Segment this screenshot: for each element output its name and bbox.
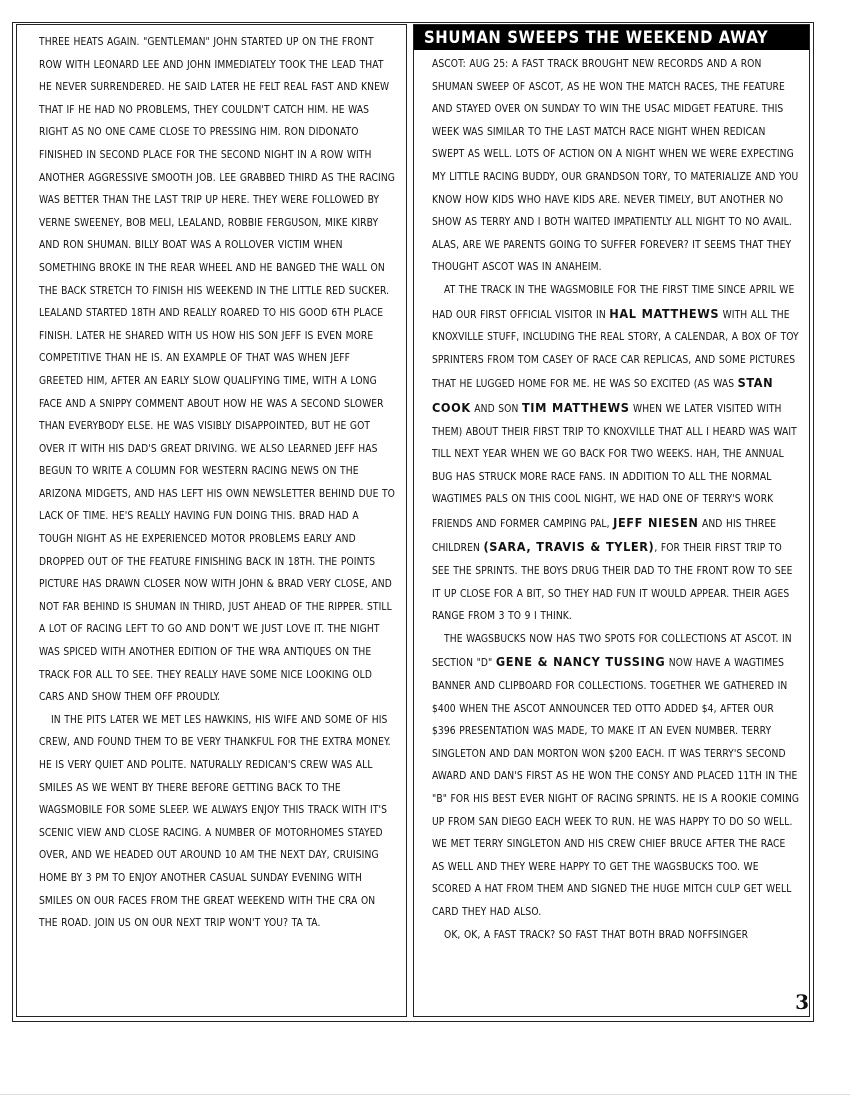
text-run: WHEN WE LATER VISITED WITH THEM) ABOUT THEIR FIRST TRIP TO KNOXVILLE THAT ALL I HEARD WAS WAIT TILL NEXT YEAR WHEN WE GO BACK FOR TWO WEEKS. HAH, THE ANNUAL BUG HAS STRUCK MORE RACE FANS. IN ADDITION TO ALL THE NORMAL WAGTIMES PALS ON THIS COOL NIGHT, WE HAD ONE OF TERRY'S WORK FRIENDS AND FORMER CAMPING PAL, bbox=[432, 403, 797, 530]
text-run: WITH ALL THE KNOXVILLE STUFF, INCLUDING THE REAL STORY, A CALENDAR, A BOX OF TOY SPRINTERS FROM TOM CASEY OF RACE CAR REPLICAS, AND SOME PICTURES THAT HE LUGGED HOME FOR ME. HE WAS SO EXCITED (AS WAS bbox=[432, 309, 799, 391]
right-paragraph-3 bbox=[432, 629, 801, 925]
name-jeff-niesen: JEFF NIESEN bbox=[613, 514, 699, 530]
name-stan-cook: STAN COOK bbox=[432, 375, 774, 415]
name-hal-matthews: HAL MATTHEWS bbox=[609, 305, 720, 321]
right-column bbox=[413, 24, 810, 1017]
scan-edge-line bbox=[0, 1094, 850, 1095]
text-run: , FOR THEIR FIRST TRIP TO SEE THE SPRINTS. THE BOYS DRUG THEIR DAD TO THE FRONT ROW TO SEE IT UP CLOSE FOR A BIT, SO THEY HAD FUN IT WOULD APPEAR. THEIR AGES RANGE FROM 3 TO 9 I THINK. bbox=[432, 543, 793, 623]
left-paragraph-2: IN THE PITS LATER WE MET LES HAWKINS, HIS WIFE AND SOME OF HIS CREW, AND FOUND THEM TO BE VERY THANKFUL FOR THE EXTRA MONEY. HE IS VERY QUIET AND POLITE. NATURALLY REDICAN'S CREW WAS ALL SMILES AS WE WENT BY THERE BEFORE GETTING BACK TO THE WAGSMOBILE FOR SOME SLEEP. WE ALWAYS ENJOY THIS TRACK WITH IT'S SCENIC VIEW AND CLOSE RACING. A NUMBER OF MOTORHOMES STAYED OVER, AND WE HEADED OUT AROUND 10 AM THE NEXT DAY, CRUISING HOME BY 3 PM TO ENJOY ANOTHER CASUAL SUNDAY EVENING WITH SMILES ON OUR FACES FROM THE GREAT WEEKEND WITH THE CRA ON THE ROAD. JOIN US ON OUR NEXT TRIP WON'T YOU? TA TA. bbox=[39, 714, 391, 930]
left-column bbox=[16, 24, 407, 1017]
text-run: THE WAGSBUCKS NOW HAS TWO SPOTS FOR COLLECTIONS AT ASCOT. IN SECTION "D" bbox=[432, 633, 792, 670]
left-column-text bbox=[39, 32, 396, 936]
text-run: AND SON bbox=[470, 403, 522, 415]
text-run: AND HIS THREE CHILDREN bbox=[432, 518, 777, 555]
text-run: AT THE TRACK IN THE WAGSMOBILE FOR THE FIRST TIME SINCE APRIL WE HAD OUR FIRST OFFICIAL VISITOR IN bbox=[432, 284, 795, 321]
page-number: 3 bbox=[795, 990, 809, 1014]
right-paragraph-1: ASCOT: AUG 25: A FAST TRACK BROUGHT NEW RECORDS AND A RON SHUMAN SWEEP OF ASCOT, AS HE WON THE MATCH RACES, THE FEATURE AND STAYED OVER ON SUNDAY TO WIN THE USAC MIDGET FEATURE. THIS WEEK WAS SIMILAR TO THE LAST MATCH RACE NIGHT WHEN REDICAN SWEPT AS WELL. LOTS OF ACTION ON A NIGHT WHEN WE WERE EXPECTING MY LITTLE RACING BUDDY, OUR GRANDSON TORY, TO MATERIALIZE AND YOU KNOW HOW KIDS WHO HAVE KIDS ARE. NEVER TIMELY, BUT ANOTHER NO SHOW AS TERRY AND I BOTH WAITED IMPATIENTLY ALL NIGHT TO NO AVAIL. ALAS, ARE WE PARENTS GOING TO SUFFER FOREVER? IT SEEMS THAT THEY THOUGHT ASCOT WAS IN ANAHEIM. bbox=[432, 59, 799, 274]
name-tim-matthews: TIM MATTHEWS bbox=[521, 399, 630, 415]
right-paragraph-4: OK, OK, A FAST TRACK? SO FAST THAT BOTH BRAD NOFFSINGER bbox=[444, 929, 749, 941]
left-paragraph-1: THREE HEATS AGAIN. "GENTLEMAN" JOHN STARTED UP ON THE FRONT ROW WITH LEONARD LEE AND JOHN IMMEDIATELY TOOK THE LEAD THAT HE NEVER SURRENDERED. HE SAID LATER HE FELT REAL FAST AND KNEW THAT IF HE HAD NO PROBLEMS, THEY COULDN'T CATCH HIM. HE WAS RIGHT AS NO ONE CAME CLOSE TO PRESSING HIM. RON DIDONATO FINISHED IN SECOND PLACE FOR THE SECOND NIGHT IN A ROW WITH ANOTHER AGGRESSIVE SMOOTH JOB. LEE GRABBED THIRD AS THE RACING WAS BETTER THAN THE LAST TRIP UP HERE. THEY WERE FOLLOWED BY VERNE SWEENEY, BOB MELI, LEALAND, ROBBIE FERGUSON, MIKE KIRBY AND RON SHUMAN. BILLY BOAT WAS A ROLLOVER VICTIM WHEN SOMETHING BROKE IN THE REAR WHEEL AND HE BANGED THE WALL ON THE BACK STRETCH TO FINISH HIS WEEKEND IN THE LITTLE RED SUCKER. LEALAND STARTED 18TH AND REALLY ROARED TO HIS GOOD 6TH PLACE FINISH. LATER HE SHARED WITH US HOW HIS SON JEFF IS EVEN MORE COMPETITIVE THAN HE IS. AN EXAMPLE OF THAT WAS WHEN JEFF GREETED HIM, AFTER AN EARLY SLOW QUALIFYING TIME, WITH A LONG FACE AND A SNIPPY COMMENT ABOUT HOW HE WAS A SECOND SLOWER THAN EVERYBODY ELSE. HE WAS VISIBLY DISAPPOINTED, BUT HE GOT OVER IT WITH HIS DAD'S GREAT DRIVING. WE ALSO LEARNED JEFF HAS BEGUN TO WRITE A COLUMN FOR WESTERN RACING NEWS ON THE ARIZONA MIDGETS, AND HAS LEFT HIS OWN NEWSLETTER BEHIND DUE TO LACK OF TIME. HE'S REALLY HAVING FUN DOING THIS. BRAD HAD A TOUGH NIGHT AS HE EXPERIENCED MOTOR PROBLEMS EARLY AND DROPPED OUT OF THE FEATURE FINISHING BACK IN 18TH. THE POINTS PICTURE HAS DRAWN CLOSER NOW WITH JOHN & BRAD VERY CLOSE, AND NOT FAR BEHIND IS SHUMAN IN THIRD, JUST AHEAD OF THE RIPPER. STILL A LOT OF RACING LEFT TO GO AND DON'T WE JUST LOVE IT. THE NIGHT WAS SPICED WITH ANOTHER EDITION OF THE WRA ANTIQUES ON THE TRACK FOR ALL TO SEE. THEY REALLY HAVE SOME NICE LOOKING OLD CARS AND SHOW THEM OFF PROUDLY. bbox=[39, 37, 396, 704]
right-column-text bbox=[432, 54, 801, 947]
name-gene-nancy-tussing: GENE & NANCY TUSSING bbox=[495, 654, 666, 670]
name-children: (SARA, TRAVIS & TYLER) bbox=[483, 539, 655, 555]
text-run: NOW HAVE A WAGTIMES BANNER AND CLIPBOARD FOR COLLECTIONS. TOGETHER WE GATHERED IN $400 WHEN THE ASCOT ANNOUNCER TED OTTO ADDED $4, AFTER OUR $396 PRESENTATION WAS MADE, TO MAKE IT AN EVEN NUMBER. TERRY SINGLETON AND DAN MORTON WON $200 EACH. IT WAS TERRY'S SECOND AWARD AND DAN'S FIRST AS HE WON THE CONSY AND PLACED 11TH IN THE "B" FOR HIS BEST EVER NIGHT OF RACING SPRINTS. HE IS A ROOKIE COMING UP FROM SAN DIEGO EACH WEEK TO RUN. HE WAS HAPPY TO DO SO WELL. WE MET TERRY SINGLETON AND HIS CREW CHIEF BRUCE AFTER THE RACE AS WELL AND THEY WERE HAPPY TO GET THE WAGSBUCKS TOO. WE SCORED A HAT FROM THEM AND SIGNED THE HUGE MITCH CULP GET WELL CARD THEY HAD ALSO. bbox=[432, 658, 800, 918]
article-headline: SHUMAN SWEEPS THE WEEKEND AWAY bbox=[414, 25, 809, 50]
right-paragraph-2 bbox=[432, 280, 801, 629]
